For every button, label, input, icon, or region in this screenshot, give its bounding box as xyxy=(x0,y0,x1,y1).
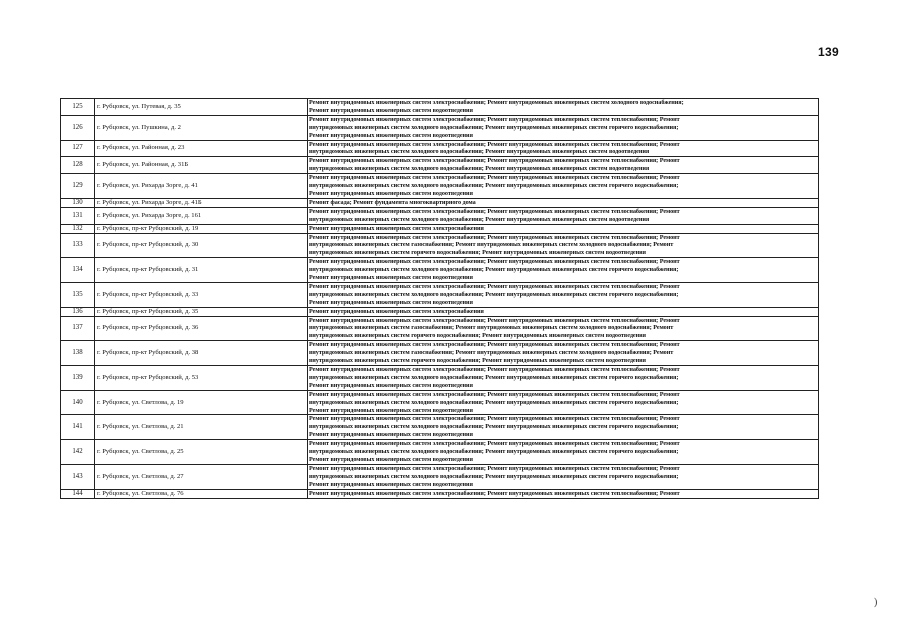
page-number: 139 xyxy=(818,45,839,59)
row-works xyxy=(308,415,819,440)
work-line: Ремонт внутридомовых инженерных систем электроснабжения; Ремонт внутридомовых инженерных систем теплоснабжения; Ремонт xyxy=(309,282,680,290)
row-address: г. Рубцовск, пр-кт Рубцовский, д. 35 xyxy=(95,307,308,316)
table-row xyxy=(61,282,819,307)
table-row xyxy=(61,174,819,199)
row-number: 130 xyxy=(61,198,95,207)
row-works xyxy=(308,489,819,498)
work-line: Ремонт внутридомовых инженерных систем водоотведения xyxy=(309,480,473,488)
row-address: г. Рубцовск, ул. Пушкина, д. 2 xyxy=(95,115,308,140)
repair-table xyxy=(60,98,819,499)
row-works xyxy=(308,198,819,207)
work-line: внутридомовых инженерных систем горячего водоснабжения; Ремонт внутридомовых инженерных систем водоотведения xyxy=(309,249,646,257)
row-number: 140 xyxy=(61,390,95,415)
work-line: Ремонт внутридомовых инженерных систем водоотведения xyxy=(309,455,473,463)
row-address: г. Рубцовск, ул. Светлова, д. 27 xyxy=(95,464,308,489)
row-address: г. Рубцовск, пр-кт Рубцовский, д. 31 xyxy=(95,258,308,283)
row-address: г. Рубцовск, ул. Светлова, д. 19 xyxy=(95,390,308,415)
row-number: 136 xyxy=(61,307,95,316)
work-line: внутридомовых инженерных систем холодного водоснабжения; Ремонт внутридомовых инженерных систем горячего водоснабжения; xyxy=(309,423,679,431)
row-works xyxy=(308,282,819,307)
row-works xyxy=(308,390,819,415)
work-line: Ремонт внутридомовых инженерных систем электроснабжения; Ремонт внутридомовых инженерных систем теплоснабжения; Ремонт xyxy=(309,341,680,349)
row-address: г. Рубцовск, пр-кт Рубцовский, д. 33 xyxy=(95,282,308,307)
row-number: 138 xyxy=(61,341,95,366)
table-row xyxy=(61,415,819,440)
work-line: Ремонт внутридомовых инженерных систем водоотведения xyxy=(309,406,473,414)
row-number: 129 xyxy=(61,174,95,199)
work-line: Ремонт фасада; Ремонт фундамента многоквартирного дома xyxy=(309,198,476,206)
edge-mark: ) xyxy=(874,597,878,608)
row-address: г. Рубцовск, ул. Путевая, д. 35 xyxy=(95,99,308,116)
row-address: г. Рубцовск, пр-кт Рубцовский, д. 53 xyxy=(95,366,308,391)
row-number: 132 xyxy=(61,224,95,233)
repair-table-container xyxy=(60,98,818,499)
work-line: Ремонт внутридомовых инженерных систем электроснабжения; Ремонт внутридомовых инженерных систем теплоснабжения; Ремонт xyxy=(309,207,680,215)
table-row xyxy=(61,366,819,391)
work-line: Ремонт внутридомовых инженерных систем электроснабжения; Ремонт внутридомовых инженерных систем теплоснабжения; Ремонт xyxy=(309,316,680,324)
table-row xyxy=(61,198,819,207)
work-line: Ремонт внутридомовых инженерных систем электроснабжения; Ремонт внутридомовых инженерных систем теплоснабжения; Ремонт xyxy=(309,390,680,398)
row-works xyxy=(308,224,819,233)
row-works xyxy=(308,366,819,391)
row-works xyxy=(308,307,819,316)
work-line: Ремонт внутридомовых инженерных систем электроснабжения; Ремонт внутридомовых инженерных систем холодного водоснабжения; xyxy=(309,99,684,106)
row-works xyxy=(308,174,819,199)
row-works xyxy=(308,157,819,174)
row-number: 125 xyxy=(61,99,95,116)
row-address: г. Рубцовск, ул. Районная, д. 31Б xyxy=(95,157,308,174)
row-address: г. Рубцовск, пр-кт Рубцовский, д. 36 xyxy=(95,316,308,341)
row-works xyxy=(308,440,819,465)
row-works xyxy=(308,464,819,489)
work-line: Ремонт внутридомовых инженерных систем электроснабжения xyxy=(309,224,484,232)
work-line: Ремонт внутридомовых инженерных систем электроснабжения xyxy=(309,307,484,315)
work-line: внутридомовых инженерных систем холодного водоснабжения; Ремонт внутридомовых инженерных систем горячего водоснабжения; xyxy=(309,373,679,381)
work-line: Ремонт внутридомовых инженерных систем электроснабжения; Ремонт внутридомовых инженерных систем теплоснабжения; Ремонт xyxy=(309,140,680,148)
row-address: г. Рубцовск, ул. Рихарда Зорге, д. 41 xyxy=(95,174,308,199)
work-line: внутридомовых инженерных систем холодного водоснабжения; Ремонт внутридомовых инженерных систем горячего водоснабжения; xyxy=(309,398,679,406)
table-row xyxy=(61,140,819,157)
work-line: Ремонт внутридомовых инженерных систем электроснабжения; Ремонт внутридомовых инженерных систем теплоснабжения; Ремонт xyxy=(309,115,680,123)
work-line: Ремонт внутридомовых инженерных систем электроснабжения; Ремонт внутридомовых инженерных систем теплоснабжения; Ремонт xyxy=(309,174,680,182)
work-line: внутридомовых инженерных систем холодного водоснабжения; Ремонт внутридомовых инженерных систем горячего водоснабжения; xyxy=(309,123,679,131)
work-line: Ремонт внутридомовых инженерных систем водоотведения xyxy=(309,131,473,139)
table-row xyxy=(61,316,819,341)
repair-table-body xyxy=(61,99,819,499)
row-address: г. Рубцовск, пр-кт Рубцовский, д. 30 xyxy=(95,233,308,258)
work-line: Ремонт внутридомовых инженерных систем электроснабжения; Ремонт внутридомовых инженерных систем теплоснабжения; Ремонт xyxy=(309,157,680,165)
table-row xyxy=(61,341,819,366)
work-line: внутридомовых инженерных систем холодного водоснабжения; Ремонт внутридомовых инженерных систем водоотведения xyxy=(309,165,650,173)
table-row xyxy=(61,464,819,489)
row-number: 142 xyxy=(61,440,95,465)
row-address: г. Рубцовск, ул. Светлова, д. 25 xyxy=(95,440,308,465)
table-row xyxy=(61,207,819,224)
work-line: внутридомовых инженерных систем холодного водоснабжения; Ремонт внутридомовых инженерных систем горячего водоснабжения; xyxy=(309,472,679,480)
work-line: Ремонт внутридомовых инженерных систем водоотведения xyxy=(309,431,473,439)
row-number: 141 xyxy=(61,415,95,440)
table-row xyxy=(61,233,819,258)
row-works xyxy=(308,115,819,140)
work-line: Ремонт внутридомовых инженерных систем электроснабжения; Ремонт внутридомовых инженерных систем теплоснабжения; Ремонт xyxy=(309,233,680,241)
work-line: внутридомовых инженерных систем горячего водоснабжения; Ремонт внутридомовых инженерных систем водоотведения xyxy=(309,332,646,340)
work-line: Ремонт внутридомовых инженерных систем водоотведения xyxy=(309,189,473,197)
row-number: 134 xyxy=(61,258,95,283)
row-number: 137 xyxy=(61,316,95,341)
work-line: Ремонт внутридомовых инженерных систем водоотведения xyxy=(309,381,473,389)
table-row xyxy=(61,307,819,316)
row-works xyxy=(308,258,819,283)
table-row xyxy=(61,99,819,116)
row-address: г. Рубцовск, ул. Рихарда Зорге, д. 41Б xyxy=(95,198,308,207)
row-address: г. Рубцовск, пр-кт Рубцовский, д. 38 xyxy=(95,341,308,366)
row-works xyxy=(308,233,819,258)
work-line: внутридомовых инженерных систем газоснабжения; Ремонт внутридомовых инженерных систем холодного водоснабжения; Ремонт xyxy=(309,349,674,357)
row-number: 133 xyxy=(61,233,95,258)
table-row xyxy=(61,157,819,174)
row-number: 126 xyxy=(61,115,95,140)
table-row xyxy=(61,258,819,283)
work-line: Ремонт внутридомовых инженерных систем водоотведения xyxy=(309,298,473,306)
work-line: Ремонт внутридомовых инженерных систем электроснабжения; Ремонт внутридомовых инженерных систем теплоснабжения; Ремонт xyxy=(309,440,680,448)
row-number: 128 xyxy=(61,157,95,174)
work-line: внутридомовых инженерных систем газоснабжения; Ремонт внутридомовых инженерных систем холодного водоснабжения; Ремонт xyxy=(309,241,674,249)
work-line: Ремонт внутридомовых инженерных систем электроснабжения; Ремонт внутридомовых инженерных систем теплоснабжения; Ремонт xyxy=(309,464,680,472)
work-line: внутридомовых инженерных систем холодного водоснабжения; Ремонт внутридомовых инженерных систем горячего водоснабжения; xyxy=(309,266,679,274)
work-line: внутридомовых инженерных систем холодного водоснабжения; Ремонт внутридомовых инженерных систем водоотведения xyxy=(309,215,650,223)
work-line: внутридомовых инженерных систем холодного водоснабжения; Ремонт внутридомовых инженерных систем горячего водоснабжения; xyxy=(309,290,679,298)
row-address: г. Рубцовск, ул. Светлова, д. 21 xyxy=(95,415,308,440)
row-address: г. Рубцовск, пр-кт Рубцовский, д. 19 xyxy=(95,224,308,233)
work-line: Ремонт внутридомовых инженерных систем электроснабжения; Ремонт внутридомовых инженерных систем теплоснабжения; Ремонт xyxy=(309,258,680,266)
table-row xyxy=(61,115,819,140)
row-number: 135 xyxy=(61,282,95,307)
row-works xyxy=(308,140,819,157)
work-line: Ремонт внутридомовых инженерных систем водоотведения xyxy=(309,106,473,114)
table-row xyxy=(61,440,819,465)
work-line: внутридомовых инженерных систем холодного водоснабжения; Ремонт внутридомовых инженерных систем водоотведения xyxy=(309,148,650,156)
row-address: г. Рубцовск, ул. Районная, д. 23 xyxy=(95,140,308,157)
row-number: 131 xyxy=(61,207,95,224)
row-address: г. Рубцовск, ул. Светлова, д. 76 xyxy=(95,489,308,498)
row-works xyxy=(308,341,819,366)
work-line: внутридомовых инженерных систем горячего водоснабжения; Ремонт внутридомовых инженерных систем водоотведения xyxy=(309,357,646,365)
row-address: г. Рубцовск, ул. Рихарда Зорге, д. 161 xyxy=(95,207,308,224)
row-number: 127 xyxy=(61,140,95,157)
table-row xyxy=(61,224,819,233)
row-works xyxy=(308,207,819,224)
work-line: внутридомовых инженерных систем холодного водоснабжения; Ремонт внутридомовых инженерных систем горячего водоснабжения; xyxy=(309,182,679,190)
row-works xyxy=(308,99,819,116)
row-number: 144 xyxy=(61,489,95,498)
work-line: Ремонт внутридомовых инженерных систем электроснабжения; Ремонт внутридомовых инженерных систем теплоснабжения; Ремонт xyxy=(309,366,680,373)
row-number: 143 xyxy=(61,464,95,489)
row-number: 139 xyxy=(61,366,95,391)
table-row xyxy=(61,390,819,415)
work-line: внутридомовых инженерных систем холодного водоснабжения; Ремонт внутридомовых инженерных систем горячего водоснабжения; xyxy=(309,448,679,456)
row-works xyxy=(308,316,819,341)
work-line: Ремонт внутридомовых инженерных систем электроснабжения; Ремонт внутридомовых инженерных систем теплоснабжения; Ремонт xyxy=(309,415,680,423)
work-line: Ремонт внутридомовых инженерных систем электроснабжения; Ремонт внутридомовых инженерных систем теплоснабжения; Ремонт xyxy=(309,489,680,497)
work-line: Ремонт внутридомовых инженерных систем водоотведения xyxy=(309,274,473,282)
table-row xyxy=(61,489,819,498)
work-line: внутридомовых инженерных систем газоснабжения; Ремонт внутридомовых инженерных систем холодного водоснабжения; Ремонт xyxy=(309,324,674,332)
